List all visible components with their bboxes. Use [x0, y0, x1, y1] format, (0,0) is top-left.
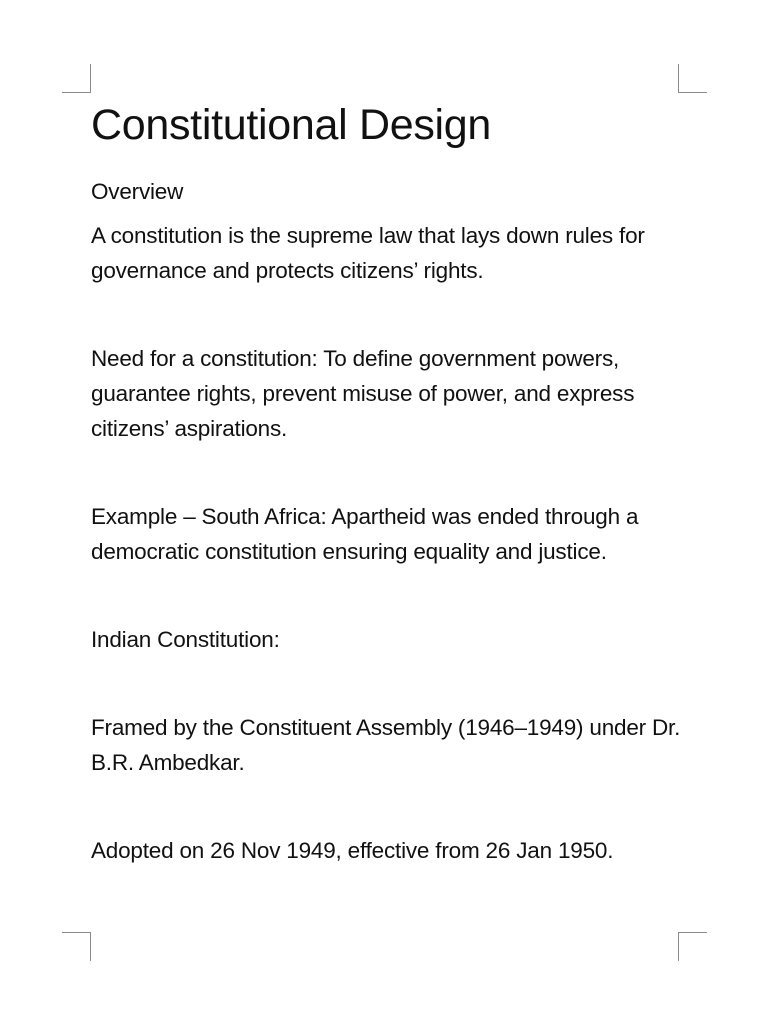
crop-mark-top-left: [62, 64, 91, 93]
page-content: [91, 98, 691, 868]
paragraph-example: Example – South Africa: Apartheid was ended through a democratic constitution ensuring equality and justice.: [91, 504, 639, 564]
paragraph-definition: A constitution is the supreme law that lays down rules for governance and protects citizens’ rights.: [91, 223, 645, 283]
paragraph-indian-constitution-heading: Indian Constitution:: [91, 627, 280, 652]
paragraph-framed-by: Framed by the Constituent Assembly (1946–1949) under Dr. B.R. Ambedkar.: [91, 715, 681, 775]
crop-mark-bottom-right: [678, 932, 707, 961]
paragraph-adopted: Adopted on 26 Nov 1949, effective from 26 Jan 1950.: [91, 838, 614, 863]
document-title: Constitutional Design: [91, 101, 492, 149]
paragraph-overview-heading: Overview: [91, 179, 184, 204]
crop-mark-bottom-left: [62, 932, 91, 961]
crop-mark-top-right: [678, 64, 707, 93]
paragraph-need: Need for a constitution: To define government powers, guarantee rights, prevent misuse of power, and express citizens’ aspirations.: [91, 346, 635, 441]
